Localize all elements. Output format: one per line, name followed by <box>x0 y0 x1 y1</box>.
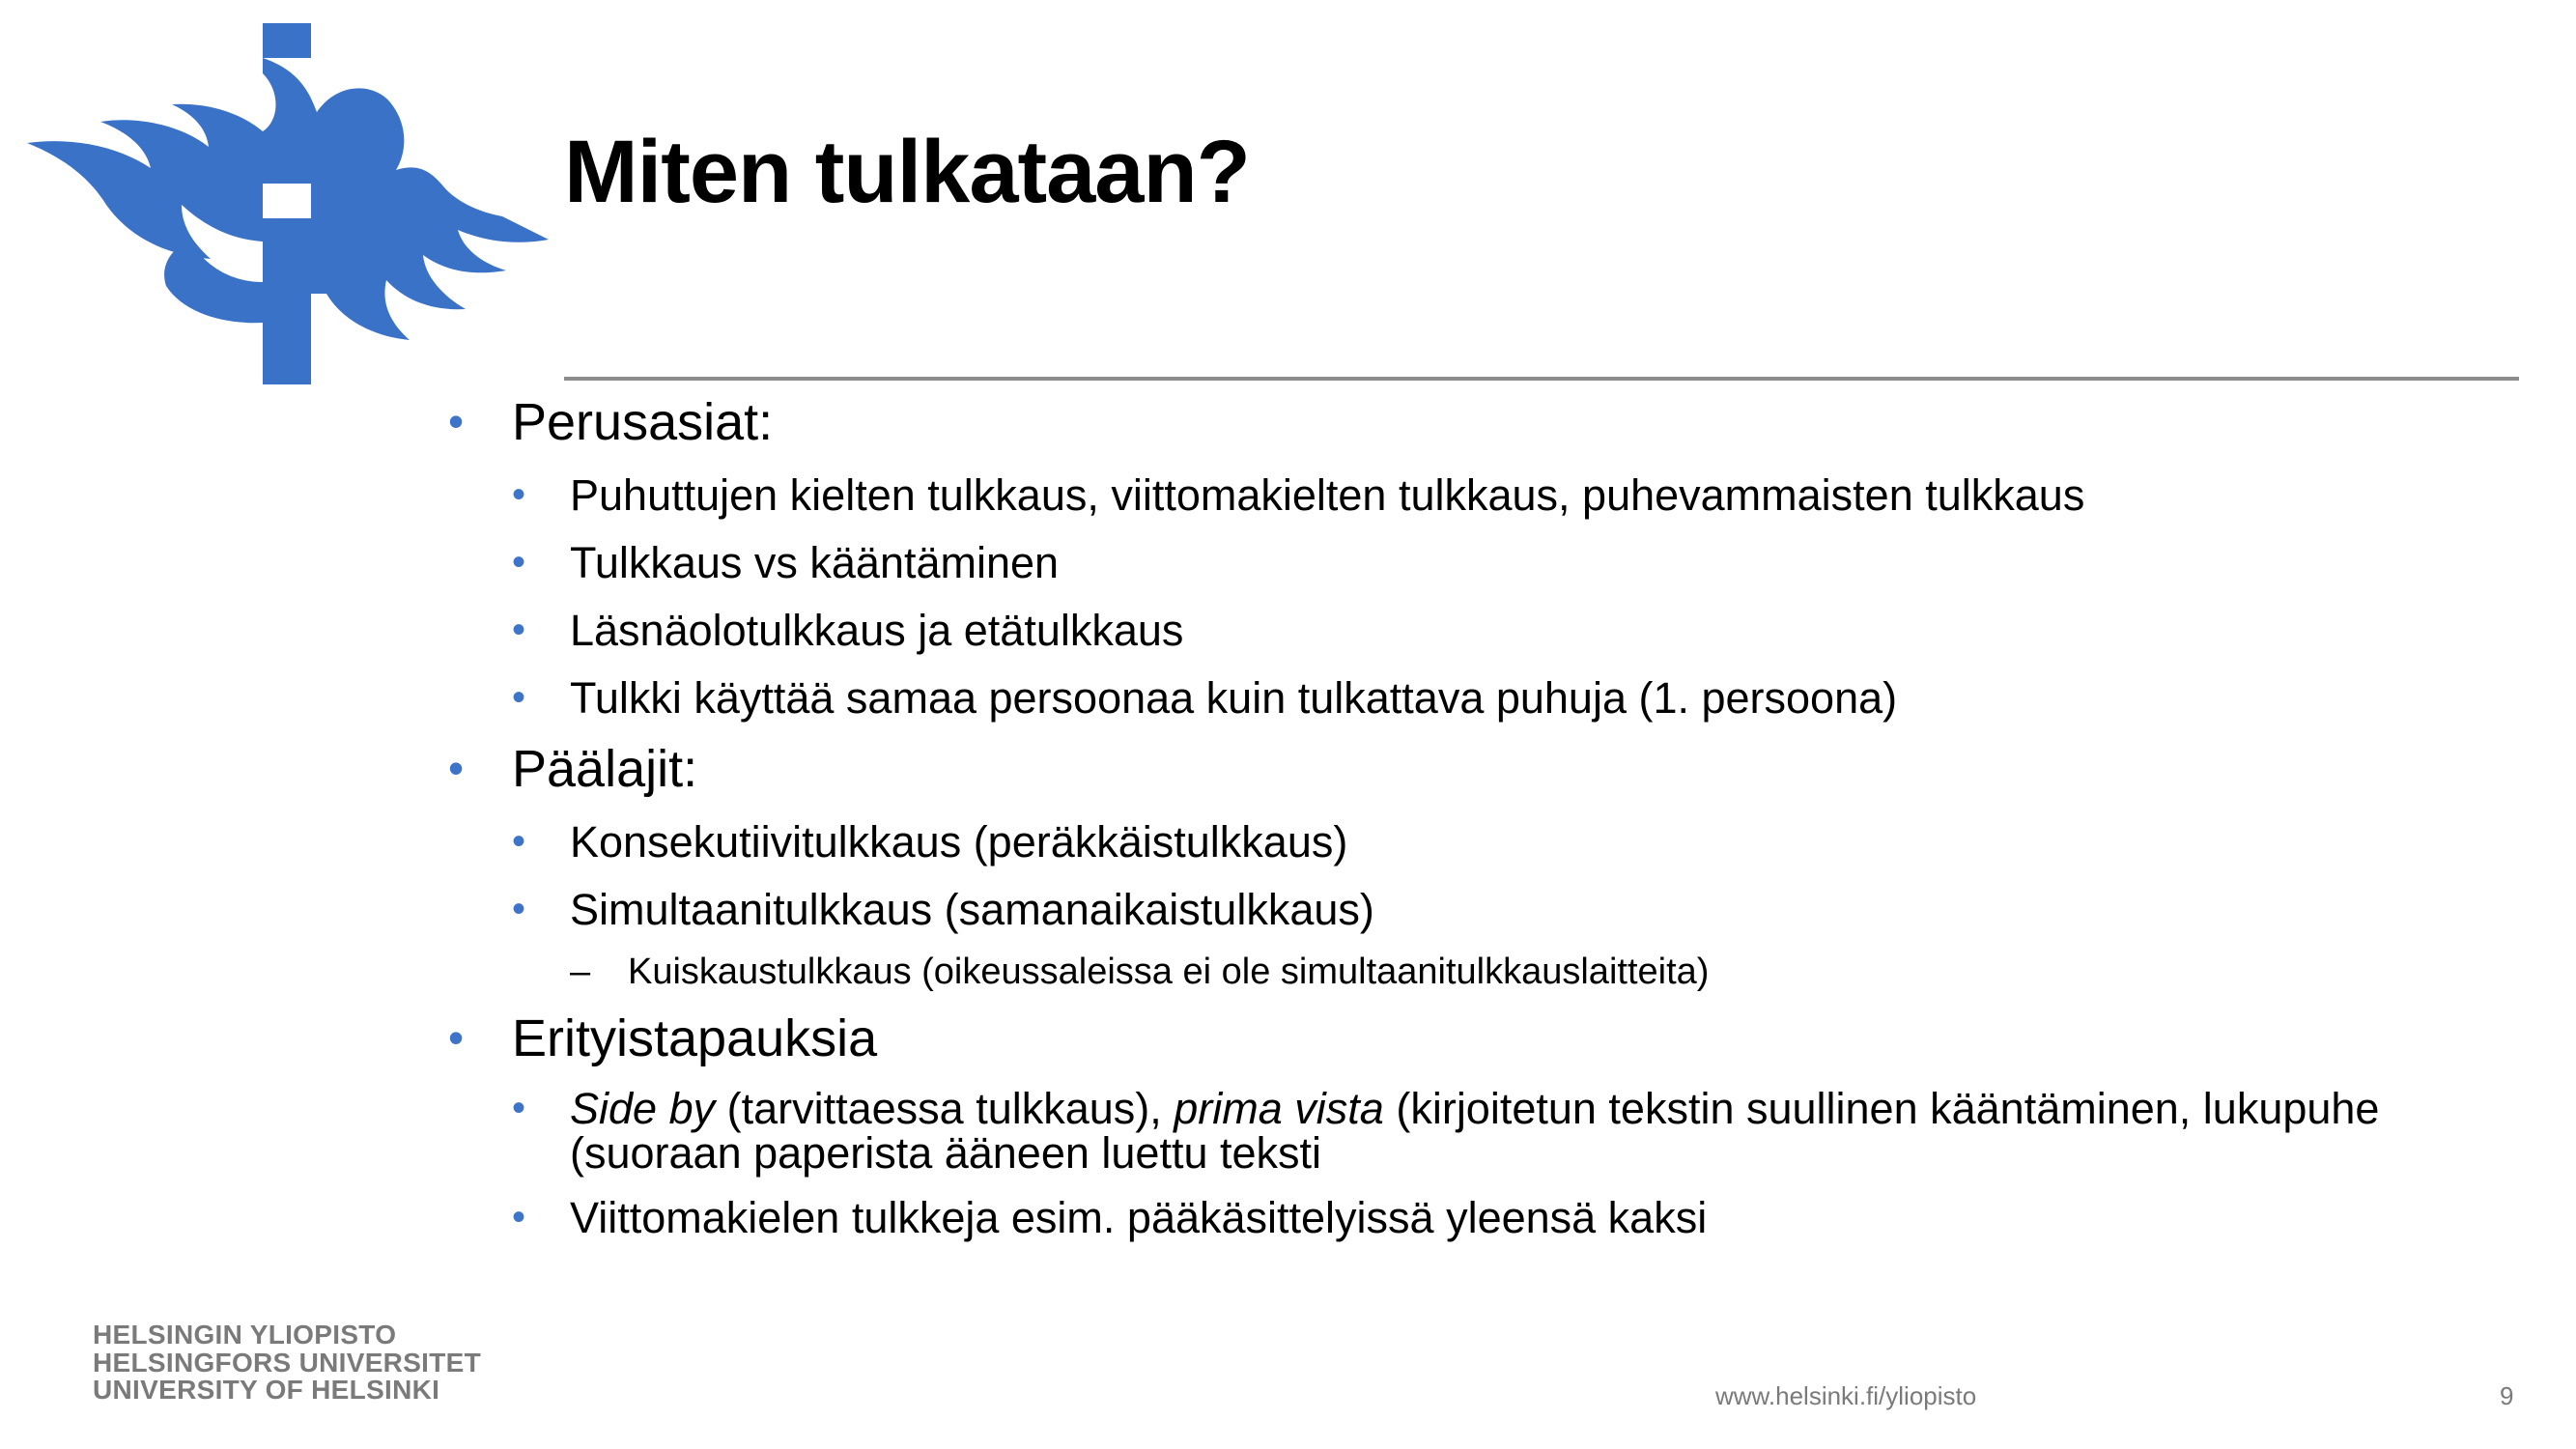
bullet-icon: • <box>512 472 526 516</box>
section-heading-text: Erityistapauksia <box>512 1009 878 1068</box>
section-heading-text: Päälajit: <box>512 740 698 799</box>
list-item-text: Konsekutiivitulkkaus (peräkkäistulkkaus) <box>570 817 1348 867</box>
title-divider <box>564 377 2519 381</box>
list-item <box>512 817 2525 867</box>
list-item-text: (kirjoitetun tekstin suullinen kääntäminen, lukupuhe (suoraan paperista ääneen luettu teksti <box>570 1084 2380 1178</box>
italic-term-prima-vista: prima vista <box>1174 1084 1384 1134</box>
list-item-text: (tarvittaessa tulkkaus), <box>715 1084 1175 1134</box>
bullet-icon: • <box>448 743 465 794</box>
slide-title: Miten tulkataan? <box>564 123 1250 221</box>
bullet-icon: • <box>512 1087 526 1130</box>
university-wordmark <box>93 1321 481 1405</box>
list-item-text: Simultaanitulkkaus (samanaikaistulkkaus) <box>570 885 1374 935</box>
list-item-text: Viittomakielen tulkkeja esim. pääkäsittelyissä yleensä kaksi <box>570 1192 1708 1242</box>
bullet-icon: • <box>512 609 526 651</box>
list-item <box>512 1084 2525 1178</box>
slide-content <box>448 392 2525 1243</box>
list-item <box>512 1193 2525 1243</box>
list-item-text: Tulkkaus vs kääntäminen <box>570 537 1060 587</box>
bullet-icon: • <box>512 676 526 720</box>
dash-icon: – <box>570 952 591 993</box>
section-heading-perusasiat <box>448 392 2525 453</box>
university-name-fi: HELSINGIN YLIOPISTO <box>93 1320 397 1350</box>
bullet-icon: • <box>448 396 465 446</box>
bullet-icon: • <box>512 820 526 863</box>
university-name-sv: HELSINGFORS UNIVERSITET <box>93 1347 482 1378</box>
university-name-en: UNIVERSITY OF HELSINKI <box>93 1375 440 1406</box>
list-item <box>512 538 2525 588</box>
list-item <box>512 470 2525 521</box>
bullet-icon: • <box>512 1195 526 1238</box>
list-item-text: Puhuttujen kielten tulkkaus, viittomakielten tulkkaus, puhevammaisten tulkkaus <box>570 469 2085 520</box>
page-number: 9 <box>2500 1381 2514 1410</box>
section-heading-erityistapauksia <box>448 1009 2525 1069</box>
section-heading-text: Perusasiat: <box>512 393 774 451</box>
list-item <box>512 606 2525 656</box>
sub-list-item <box>570 951 2525 993</box>
sub-list-item-text: Kuiskaustulkkaus (oikeussaleissa ei ole simultaanitulkkauslaitteita) <box>628 952 1710 993</box>
bullet-icon: • <box>512 888 526 931</box>
list-item <box>512 673 2525 724</box>
bullet-icon: • <box>512 540 526 583</box>
italic-term-side-by: Side by <box>570 1084 716 1134</box>
list-item-text: Tulkki käyttää samaa persoonaa kuin tulkattava puhuja (1. persoona) <box>570 673 1898 724</box>
list-item <box>512 885 2525 935</box>
list-item-text: Läsnäolotulkkaus ja etätulkkaus <box>570 606 1184 655</box>
footer-url: www.helsinki.fi/yliopisto <box>1715 1381 1977 1410</box>
bullet-icon: • <box>448 1012 465 1064</box>
helsinki-university-flame-logo <box>27 23 549 384</box>
section-heading-paalajit <box>448 739 2525 800</box>
